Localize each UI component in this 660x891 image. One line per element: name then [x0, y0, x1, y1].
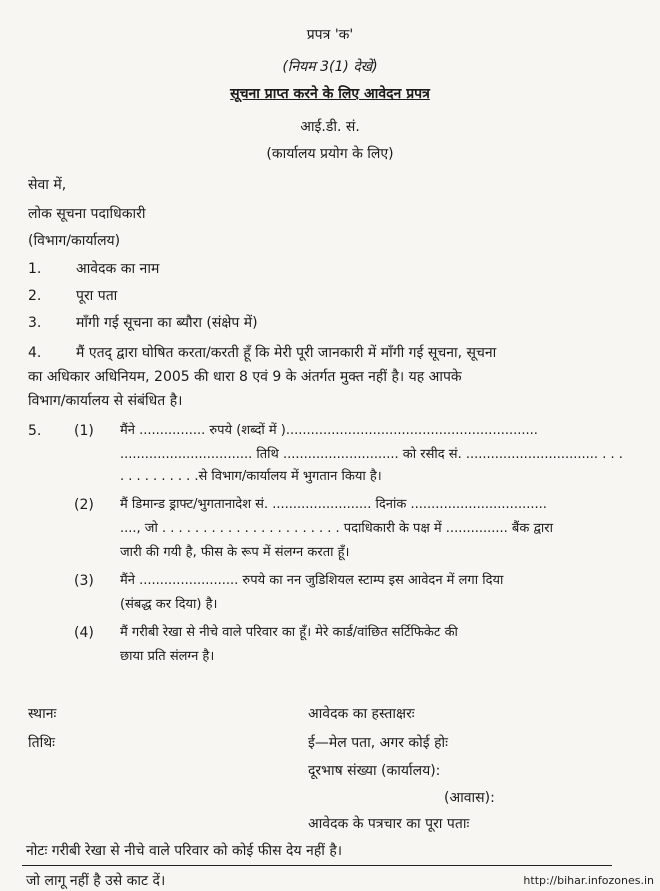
applicant-name-label: आवेदक का नाम [76, 261, 160, 277]
stamp-payment-line: (संबद्ध कर दिया) है। [120, 597, 218, 612]
rule-reference: (नियम 3(1) देखें) [282, 59, 378, 75]
signature-label: आवेदक का हस्ताक्षरः [308, 706, 415, 722]
information-details-label: माँगी गई सूचना का ब्यौरा (संक्षेप में) [76, 315, 258, 331]
date-label: तिथिः [28, 735, 56, 751]
salutation: सेवा में, [28, 177, 67, 193]
postal-address-label: आवेदक के पत्रचार का पूरा पताः [308, 816, 470, 832]
website-url: http://bihar.infozones.in [523, 874, 654, 887]
payment-option-number: (1) [74, 423, 94, 439]
cash-payment-line: मैंने ................ रुपये (शब्दों में )............................................................. [120, 423, 538, 438]
item-number: 5. [28, 423, 42, 439]
demand-draft-line: मैं डिमान्ड ड्राफ्ट/भुगतानादेश सं. ........................ दिनांक ................................. [120, 497, 547, 512]
payment-option-number: (2) [74, 497, 94, 513]
id-number-label: आई.डी. सं. [300, 119, 360, 135]
item-number: 2. [28, 288, 42, 304]
item-number: 4. [28, 345, 42, 361]
bpl-line: मैं गरीबी रेखा से नीचे वाले परिवार का हूँ। मेरे कार्ड/वांछित सर्टिफिकेट की [120, 625, 458, 640]
phone-residence-label: (आवास): [444, 790, 495, 806]
payment-option-number: (4) [74, 625, 94, 641]
divider-line [22, 865, 612, 866]
declaration-line: का अधिकार अधिनियम, 2005 की धारा 8 एवं 9 के अंतर्गत मुक्त नहीं है। यह आपके [28, 369, 462, 385]
cash-payment-line: . . . . . . . . . .से विभाग/कार्यालय में भुगतान किया है। [120, 469, 382, 484]
place-label: स्थानः [28, 706, 57, 722]
item-number: 3. [28, 315, 42, 331]
demand-draft-line: ...., जो . . . . . . . . . . . . . . . . . . . . . . पदाधिकारी के पक्ष में ............... बैंक द्वारा [120, 521, 553, 536]
form-title: प्रपत्र 'क' [306, 27, 354, 43]
stamp-payment-line: मैंने ........................ रुपये का नन जुडिशियल स्टाम्प इस आवेदन में लगा दिया [120, 573, 504, 588]
declaration-line: विभाग/कार्यालय से संबंधित है। [28, 393, 183, 409]
bpl-line: छाया प्रति संलग्न है। [120, 649, 215, 664]
email-label: ई—मेल पता, अगर कोई होः [308, 735, 448, 751]
department-label: (विभाग/कार्यालय) [28, 233, 121, 249]
cash-payment-line: ................................ तिथि ............................ को रसीद सं. ................................ . . . [120, 447, 623, 462]
officer-title: लोक सूचना पदाधिकारी [28, 206, 146, 222]
office-use-label: (कार्यालय प्रयोग के लिए) [266, 146, 394, 162]
demand-draft-line: जारी की गयी है, फीस के रूप में संलग्न करता हूँ। [120, 545, 350, 560]
fee-note: नोटः गरीबी रेखा से नीचे वाले परिवार को कोई फीस देय नहीं है। [26, 843, 343, 859]
declaration-line: मैं एतद् द्वारा घोषित करता/करती हूँ कि मेरी पूरी जानकारी में माँगी गई सूचना, सूचना [76, 345, 497, 361]
payment-option-number: (3) [74, 573, 94, 589]
item-number: 1. [28, 261, 42, 277]
strike-instruction: जो लागू नहीं है उसे काट दें। [26, 873, 166, 889]
phone-office-label: दूरभाष संख्या (कार्यालय): [308, 763, 441, 779]
application-title: सूचना प्राप्त करने के लिए आवेदन प्रपत्र [230, 86, 430, 102]
full-address-label: पूरा पता [76, 288, 118, 304]
